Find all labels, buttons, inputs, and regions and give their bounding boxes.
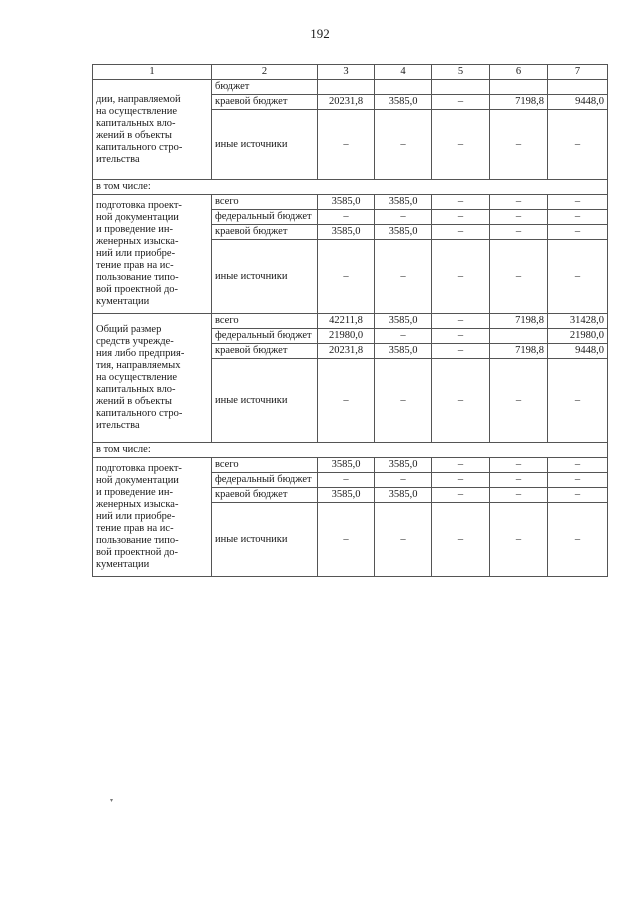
- value-cell: –: [548, 473, 608, 488]
- value-cell: 7198,8: [490, 314, 548, 329]
- value-cell: –: [318, 240, 375, 314]
- value-cell: 3585,0: [375, 458, 432, 473]
- table-row: [93, 195, 608, 210]
- description-line: капитальных вло-: [96, 384, 176, 395]
- value-cell: –: [490, 110, 548, 180]
- source-cell: всего: [212, 458, 318, 473]
- value-cell: –: [432, 458, 490, 473]
- description-line: женерных изыска-: [96, 499, 179, 510]
- source-cell: краевой бюджет: [212, 344, 318, 359]
- source-cell: иные источники: [212, 240, 318, 314]
- value-cell: [548, 80, 608, 95]
- value-cell: –: [432, 344, 490, 359]
- value-cell: 9448,0: [548, 95, 608, 110]
- value-cell: –: [490, 458, 548, 473]
- value-cell: –: [375, 110, 432, 180]
- value-cell: –: [432, 314, 490, 329]
- description-cell: [93, 195, 212, 314]
- value-cell: 3585,0: [318, 195, 375, 210]
- description-line: ительства: [96, 153, 140, 165]
- description-line: ния либо предприя-: [96, 348, 185, 359]
- description-line: вой проектной до-: [96, 547, 179, 558]
- value-cell: 3585,0: [318, 225, 375, 240]
- description-cell: [93, 458, 212, 577]
- header-cell: 2: [212, 65, 318, 80]
- description-line: пользование типо-: [96, 535, 179, 546]
- value-cell: –: [432, 503, 490, 577]
- value-cell: –: [432, 240, 490, 314]
- description-line: средств учрежде-: [96, 336, 174, 347]
- value-cell: 7198,8: [490, 344, 548, 359]
- value-cell: –: [318, 359, 375, 443]
- section-row: [93, 180, 608, 195]
- source-cell: краевой бюджет: [212, 225, 318, 240]
- value-cell: 20231,8: [318, 344, 375, 359]
- description-line: кументации: [96, 296, 150, 307]
- description-line: и проведение ин-: [96, 487, 174, 498]
- value-cell: –: [432, 329, 490, 344]
- value-cell: –: [318, 473, 375, 488]
- table-row: [93, 80, 608, 95]
- value-cell: –: [318, 503, 375, 577]
- value-cell: –: [432, 359, 490, 443]
- value-cell: –: [375, 503, 432, 577]
- value-cell: 31428,0: [548, 314, 608, 329]
- value-cell: –: [490, 210, 548, 225]
- value-cell: –: [548, 110, 608, 180]
- value-cell: –: [432, 110, 490, 180]
- value-cell: –: [375, 359, 432, 443]
- source-cell: федеральный бюджет: [212, 473, 318, 488]
- header-cell: 5: [432, 65, 490, 80]
- value-cell: [490, 80, 548, 95]
- value-cell: –: [548, 503, 608, 577]
- description-line: ний или приобре-: [96, 248, 176, 259]
- description-line: жений в объекты: [96, 129, 172, 141]
- description-cell: [93, 314, 212, 443]
- value-cell: –: [490, 240, 548, 314]
- value-cell: 3585,0: [318, 488, 375, 503]
- source-cell: всего: [212, 314, 318, 329]
- value-cell: –: [490, 503, 548, 577]
- source-cell: всего: [212, 195, 318, 210]
- section-label: в том числе:: [93, 443, 608, 458]
- value-cell: [318, 80, 375, 95]
- description-line: на осуществление: [96, 372, 178, 383]
- scan-mark: ▾: [110, 798, 114, 804]
- budget-table: [92, 64, 608, 577]
- description-line: пользование типо-: [96, 272, 179, 283]
- description-line: кументации: [96, 559, 150, 570]
- value-cell: –: [375, 240, 432, 314]
- header-row: [93, 65, 608, 80]
- value-cell: –: [548, 359, 608, 443]
- value-cell: 3585,0: [375, 488, 432, 503]
- description-line: капитального стро-: [96, 408, 183, 419]
- source-cell: иные источники: [212, 359, 318, 443]
- description-line: и проведение ин-: [96, 224, 174, 235]
- value-cell: –: [548, 458, 608, 473]
- value-cell: 21980,0: [318, 329, 375, 344]
- description-line: вой проектной до-: [96, 284, 179, 295]
- source-cell: иные источники: [212, 503, 318, 577]
- header-cell: 4: [375, 65, 432, 80]
- value-cell: 3585,0: [375, 95, 432, 110]
- description-line: ной документации: [96, 475, 179, 486]
- value-cell: –: [548, 240, 608, 314]
- description-line: капитального стро-: [96, 141, 183, 153]
- value-cell: [432, 80, 490, 95]
- value-cell: –: [490, 359, 548, 443]
- description-line: Общий размер: [96, 324, 162, 335]
- header-cell: 6: [490, 65, 548, 80]
- value-cell: –: [432, 195, 490, 210]
- value-cell: –: [548, 488, 608, 503]
- source-cell: краевой бюджет: [212, 95, 318, 110]
- value-cell: –: [490, 225, 548, 240]
- description-cell: [93, 80, 212, 180]
- header-cell: 1: [93, 65, 212, 80]
- description-line: дии, направляемой: [96, 93, 181, 105]
- description-line: подготовка проект-: [96, 200, 182, 211]
- value-cell: –: [432, 488, 490, 503]
- description-line: тия, направляемых: [96, 360, 181, 371]
- value-cell: [375, 80, 432, 95]
- header-cell: 7: [548, 65, 608, 80]
- value-cell: –: [375, 329, 432, 344]
- source-cell: федеральный бюджет: [212, 210, 318, 225]
- value-cell: –: [318, 110, 375, 180]
- value-cell: 3585,0: [375, 225, 432, 240]
- table-row: [93, 314, 608, 329]
- value-cell: –: [548, 225, 608, 240]
- page-number: 192: [310, 26, 330, 41]
- value-cell: –: [548, 210, 608, 225]
- value-cell: 3585,0: [318, 458, 375, 473]
- description-line: ной документации: [96, 212, 179, 223]
- source-cell: федеральный бюджет: [212, 329, 318, 344]
- value-cell: –: [318, 210, 375, 225]
- description-line: жений в объекты: [96, 396, 172, 407]
- value-cell: 9448,0: [548, 344, 608, 359]
- table-row: [93, 458, 608, 473]
- value-cell: 21980,0: [548, 329, 608, 344]
- value-cell: –: [375, 473, 432, 488]
- value-cell: 3585,0: [375, 195, 432, 210]
- description-line: капитальных вло-: [96, 117, 176, 129]
- value-cell: –: [490, 195, 548, 210]
- description-line: женерных изыска-: [96, 236, 179, 247]
- value-cell: –: [432, 225, 490, 240]
- section-row: [93, 443, 608, 458]
- value-cell: 3585,0: [375, 344, 432, 359]
- value-cell: –: [375, 210, 432, 225]
- source-cell: иные источники: [212, 110, 318, 180]
- source-cell: бюджет: [212, 80, 318, 95]
- value-cell: –: [548, 195, 608, 210]
- section-label: в том числе:: [93, 180, 608, 195]
- value-cell: 7198,8: [490, 95, 548, 110]
- value-cell: –: [432, 210, 490, 225]
- value-cell: 42211,8: [318, 314, 375, 329]
- header-cell: 3: [318, 65, 375, 80]
- description-line: подготовка проект-: [96, 463, 182, 474]
- value-cell: 3585,0: [375, 314, 432, 329]
- value-cell: –: [432, 473, 490, 488]
- description-line: ительства: [96, 420, 140, 431]
- description-line: ний или приобре-: [96, 511, 176, 522]
- value-cell: –: [490, 488, 548, 503]
- description-line: тение прав на ис-: [96, 523, 174, 534]
- source-cell: краевой бюджет: [212, 488, 318, 503]
- description-line: тение прав на ис-: [96, 260, 174, 271]
- value-cell: [490, 329, 548, 344]
- value-cell: 20231,8: [318, 95, 375, 110]
- value-cell: –: [432, 95, 490, 110]
- value-cell: –: [490, 473, 548, 488]
- description-line: на осуществление: [96, 105, 178, 117]
